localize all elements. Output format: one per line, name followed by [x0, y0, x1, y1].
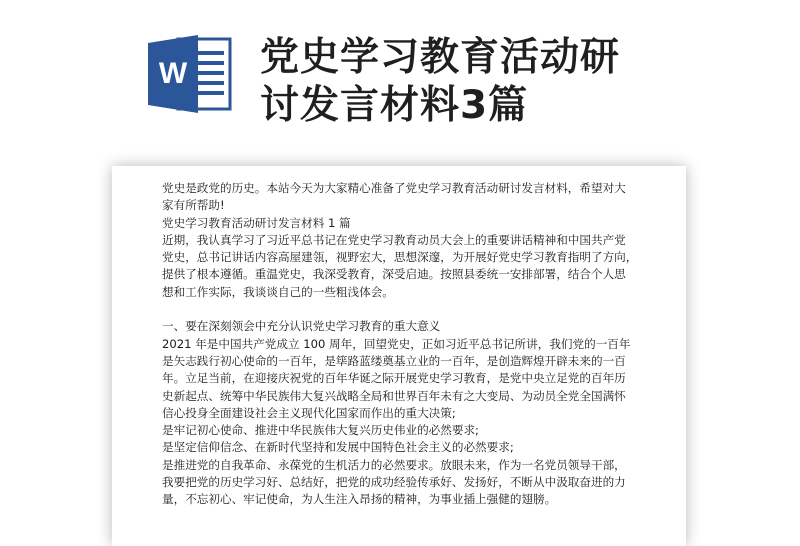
document-line: 2021 年是中国共产党成立 100 周年，回望党史，正如习近平总书记所讲，我们党的一百年	[162, 336, 631, 351]
document-line: 是坚定信仰信念、在新时代坚持和发展中国特色社会主义的必然要求;	[162, 440, 514, 455]
document-line: 提供了根本遵循。重温党史，我深受教育，深受启迪。按照县委统一安排部署，结合个人思	[162, 267, 626, 282]
document-line: 党史，总书记讲话内容高屋建瓴，视野宏大，思想深邃，为开展好党史学习教育指明了方向，	[162, 250, 638, 265]
document-line: 党史是政党的历史。本站今天为大家精心准备了党史学习教育活动研讨发言材料，希望对大	[162, 181, 626, 195]
page-header	[0, 0, 800, 150]
page-title	[260, 34, 720, 130]
document-line: 我要把党的历史学习好、总结好，把党的成功经验传承好、发扬好，不断从中汲取奋进的力	[162, 475, 626, 490]
document-line: 是推进党的自我革命、永葆党的生机活力的必然要求。放眼未来，作为一名党员领导干部，	[162, 457, 626, 472]
document-line: 想和工作实际，我谈谈自己的一些粗浅体会。	[162, 284, 394, 299]
document-line: 家有所帮助!	[162, 198, 225, 213]
document-line: 史新起点、统筹中华民族伟大复兴战略全局和世界百年未有之大变局、为动员全党全国满怀	[162, 388, 626, 403]
section-heading: 党史学习教育活动研讨发言材料 1 篇	[162, 215, 351, 230]
title-line-2: 讨发言材料3篇	[260, 83, 529, 128]
blank-line	[162, 301, 640, 318]
section-heading: 一、要在深刻领会中充分认识党史学习教育的重大意义	[162, 319, 441, 334]
word-letter: W	[158, 57, 188, 90]
document-line: 近期，我认真学习了习近平总书记在党史学习教育动员大会上的重要讲话精神和中国共产党	[162, 232, 626, 247]
document-line: 年。立足当前，在迎接庆祝党的百年华诞之际开展党史学习教育，是党中央立足党的百年历	[162, 371, 626, 386]
document-line: 是矢志践行初心使命的一百年，是筚路蓝缕奠基立业的一百年，是创造辉煌开辟未来的一百	[162, 353, 626, 368]
document-line: 信心投身全面建设社会主义现代化国家而作出的重大决策;	[162, 405, 456, 420]
word-document-icon	[148, 33, 234, 115]
document-body	[162, 180, 640, 509]
document-line: 量，不忘初心、牢记使命，为人生注入昂扬的精神，为事业插上强健的翅膀。	[162, 492, 557, 507]
title-line-1: 党史学习教育活动研	[260, 35, 621, 80]
document-line: 是牢记初心使命、推进中华民族伟大复兴历史伟业的必然要求;	[162, 423, 479, 438]
